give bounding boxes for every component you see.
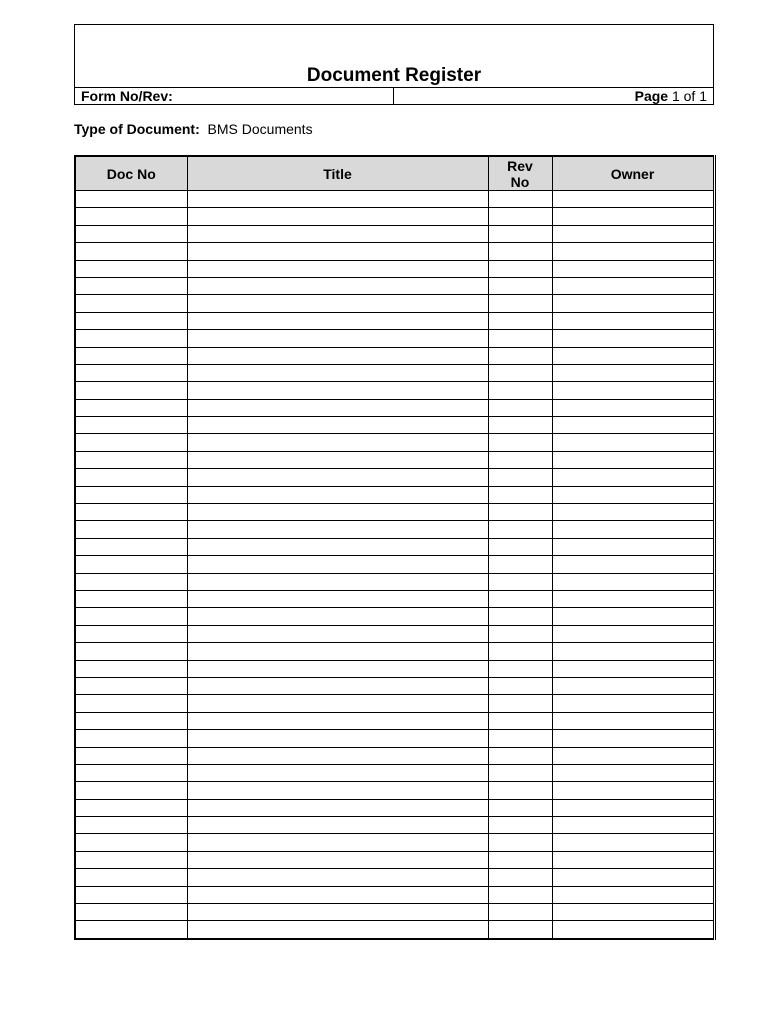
table-row: [75, 730, 714, 747]
table-row: [75, 869, 714, 886]
rev-no-cell[interactable]: [488, 625, 552, 642]
table-row: [75, 399, 714, 416]
title-cell[interactable]: [187, 364, 488, 381]
table-row: [75, 834, 714, 851]
rev-no-cell[interactable]: [488, 330, 552, 347]
table-row: [75, 225, 714, 242]
column-header-rev-no: [488, 156, 552, 191]
doc-no-cell[interactable]: [75, 486, 187, 503]
table-row: [75, 364, 714, 381]
owner-cell[interactable]: [552, 573, 714, 590]
title-cell[interactable]: [187, 799, 488, 816]
rev-no-cell[interactable]: [488, 608, 552, 625]
rev-no-cell[interactable]: [488, 921, 552, 939]
table-row: [75, 851, 714, 868]
doc-no-cell[interactable]: [75, 782, 187, 799]
owner-cell[interactable]: [552, 764, 714, 781]
doc-no-cell[interactable]: [75, 556, 187, 573]
title-cell[interactable]: [187, 904, 488, 921]
owner-cell[interactable]: [552, 799, 714, 816]
title-cell[interactable]: [187, 312, 488, 329]
doc-no-cell[interactable]: [75, 834, 187, 851]
doc-no-cell[interactable]: [75, 712, 187, 729]
rev-no-cell[interactable]: [488, 208, 552, 225]
owner-cell[interactable]: [552, 504, 714, 521]
doc-no-cell[interactable]: [75, 590, 187, 607]
owner-cell[interactable]: [552, 782, 714, 799]
owner-cell[interactable]: [552, 851, 714, 868]
title-cell[interactable]: [187, 469, 488, 486]
rev-no-cell[interactable]: [488, 573, 552, 590]
doc-no-cell[interactable]: [75, 469, 187, 486]
owner-cell[interactable]: [552, 312, 714, 329]
doc-no-cell[interactable]: [75, 208, 187, 225]
rev-no-cell[interactable]: [488, 521, 552, 538]
doc-no-cell[interactable]: [75, 295, 187, 312]
title-cell[interactable]: [187, 295, 488, 312]
column-header-doc-no: Doc No: [75, 156, 187, 191]
doc-no-cell[interactable]: [75, 451, 187, 468]
owner-cell[interactable]: [552, 295, 714, 312]
table-header-row: [75, 156, 714, 191]
title-cell[interactable]: [187, 625, 488, 642]
table-row: [75, 330, 714, 347]
table-row: [75, 712, 714, 729]
owner-cell[interactable]: [552, 208, 714, 225]
owner-cell[interactable]: [552, 869, 714, 886]
rev-no-cell[interactable]: [488, 712, 552, 729]
table-row: [75, 434, 714, 451]
document-type-line: [74, 121, 313, 138]
table-row: [75, 886, 714, 903]
title-cell[interactable]: [187, 643, 488, 660]
rev-no-cell[interactable]: [488, 869, 552, 886]
doc-no-cell[interactable]: [75, 382, 187, 399]
rev-no-cell[interactable]: [488, 364, 552, 381]
table-row: [75, 243, 714, 260]
title-cell[interactable]: [187, 521, 488, 538]
rev-no-cell[interactable]: [488, 399, 552, 416]
table-row: [75, 799, 714, 816]
table-row: [75, 417, 714, 434]
register-table: [74, 155, 716, 940]
table-row: [75, 208, 714, 225]
page-number: [394, 88, 713, 105]
column-header-title: Title: [187, 156, 488, 191]
title-cell[interactable]: [187, 608, 488, 625]
table-row: [75, 191, 714, 208]
doc-no-cell[interactable]: [75, 695, 187, 712]
table-row: [75, 504, 714, 521]
doc-no-cell[interactable]: [75, 191, 187, 208]
doc-no-cell[interactable]: [75, 904, 187, 921]
rev-no-cell[interactable]: [488, 643, 552, 660]
rev-no-cell[interactable]: [488, 538, 552, 555]
owner-cell[interactable]: [552, 347, 714, 364]
doc-no-cell[interactable]: [75, 660, 187, 677]
table-row: [75, 904, 714, 921]
doc-no-cell[interactable]: [75, 643, 187, 660]
document-title: Document Register: [306, 65, 482, 86]
table-row: [75, 277, 714, 294]
rev-no-header-text: Rev No: [507, 157, 533, 190]
rev-no-cell[interactable]: [488, 295, 552, 312]
owner-cell[interactable]: [552, 434, 714, 451]
title-cell[interactable]: [187, 573, 488, 590]
table-row: [75, 764, 714, 781]
document-header: [74, 24, 714, 105]
doc-no-cell[interactable]: [75, 225, 187, 242]
rev-no-cell[interactable]: [488, 660, 552, 677]
register-body: [75, 191, 714, 939]
owner-cell[interactable]: [552, 921, 714, 939]
page-label: Page: [634, 88, 669, 104]
owner-cell[interactable]: [552, 225, 714, 242]
rev-no-cell[interactable]: [488, 243, 552, 260]
owner-cell[interactable]: [552, 364, 714, 381]
doc-no-cell[interactable]: [75, 625, 187, 642]
rev-no-cell[interactable]: [488, 764, 552, 781]
title-cell[interactable]: [187, 660, 488, 677]
owner-cell[interactable]: [552, 451, 714, 468]
owner-cell[interactable]: [552, 382, 714, 399]
rev-no-cell[interactable]: [488, 799, 552, 816]
table-row: [75, 486, 714, 503]
title-cell[interactable]: [187, 243, 488, 260]
rev-no-cell[interactable]: [488, 590, 552, 607]
owner-cell[interactable]: [552, 712, 714, 729]
title-cell[interactable]: [187, 191, 488, 208]
doc-no-cell[interactable]: [75, 799, 187, 816]
rev-no-cell[interactable]: [488, 851, 552, 868]
table-row: [75, 782, 714, 799]
table-row: [75, 625, 714, 642]
table-row: [75, 677, 714, 694]
title-cell[interactable]: [187, 851, 488, 868]
title-cell[interactable]: [187, 277, 488, 294]
table-row: [75, 695, 714, 712]
rev-no-cell[interactable]: [488, 834, 552, 851]
doc-no-cell[interactable]: [75, 347, 187, 364]
document-type-value: BMS Documents: [207, 121, 313, 137]
table-row: [75, 538, 714, 555]
owner-cell[interactable]: [552, 590, 714, 607]
table-row: [75, 660, 714, 677]
header-info-row: [75, 87, 713, 105]
title-cell[interactable]: [187, 382, 488, 399]
rev-no-cell[interactable]: [488, 677, 552, 694]
rev-no-cell[interactable]: [488, 382, 552, 399]
doc-no-cell[interactable]: [75, 538, 187, 555]
table-row: [75, 382, 714, 399]
owner-cell[interactable]: [552, 486, 714, 503]
rev-no-cell[interactable]: [488, 504, 552, 521]
owner-cell[interactable]: [552, 817, 714, 834]
table-row: [75, 573, 714, 590]
rev-no-cell[interactable]: [488, 191, 552, 208]
owner-cell[interactable]: [552, 660, 714, 677]
owner-cell[interactable]: [552, 260, 714, 277]
page-value: 1 of 1: [671, 88, 707, 104]
title-cell[interactable]: [187, 834, 488, 851]
doc-no-cell[interactable]: [75, 243, 187, 260]
title-cell[interactable]: [187, 590, 488, 607]
title-cell[interactable]: [187, 330, 488, 347]
document-type-label: Type of Document:: [74, 121, 200, 137]
doc-no-cell[interactable]: [75, 886, 187, 903]
rev-no-cell[interactable]: [488, 904, 552, 921]
doc-no-cell[interactable]: [75, 417, 187, 434]
title-cell[interactable]: [187, 538, 488, 555]
table-row: [75, 521, 714, 538]
owner-cell[interactable]: [552, 191, 714, 208]
doc-no-cell[interactable]: [75, 312, 187, 329]
title-cell[interactable]: [187, 921, 488, 939]
title-cell[interactable]: [187, 695, 488, 712]
table-row: [75, 347, 714, 364]
owner-cell[interactable]: [552, 625, 714, 642]
doc-no-cell[interactable]: [75, 573, 187, 590]
table-row: [75, 260, 714, 277]
table-row: [75, 608, 714, 625]
rev-no-cell[interactable]: [488, 747, 552, 764]
column-header-owner: Owner: [552, 156, 714, 191]
owner-cell[interactable]: [552, 608, 714, 625]
rev-no-cell[interactable]: [488, 277, 552, 294]
doc-no-cell[interactable]: [75, 817, 187, 834]
doc-no-cell[interactable]: [75, 260, 187, 277]
owner-cell[interactable]: [552, 643, 714, 660]
rev-no-cell[interactable]: [488, 817, 552, 834]
rev-no-cell[interactable]: [488, 730, 552, 747]
table-row: [75, 451, 714, 468]
title-cell[interactable]: [187, 399, 488, 416]
owner-cell[interactable]: [552, 747, 714, 764]
title-cell[interactable]: [187, 782, 488, 799]
title-cell[interactable]: [187, 486, 488, 503]
doc-no-cell[interactable]: [75, 364, 187, 381]
title-cell[interactable]: [187, 451, 488, 468]
owner-cell[interactable]: [552, 243, 714, 260]
owner-cell[interactable]: [552, 556, 714, 573]
owner-cell[interactable]: [552, 538, 714, 555]
rev-no-cell[interactable]: [488, 556, 552, 573]
owner-cell[interactable]: [552, 904, 714, 921]
owner-cell[interactable]: [552, 730, 714, 747]
title-cell[interactable]: [187, 817, 488, 834]
title-cell[interactable]: [187, 869, 488, 886]
form-no-field[interactable]: [75, 88, 394, 105]
rev-no-cell[interactable]: [488, 434, 552, 451]
doc-no-cell[interactable]: [75, 851, 187, 868]
doc-no-cell[interactable]: [75, 730, 187, 747]
doc-no-cell[interactable]: [75, 521, 187, 538]
rev-no-cell[interactable]: [488, 417, 552, 434]
table-row: [75, 817, 714, 834]
doc-no-cell[interactable]: [75, 608, 187, 625]
table-row: [75, 590, 714, 607]
owner-cell[interactable]: [552, 469, 714, 486]
table-row: [75, 312, 714, 329]
doc-no-cell[interactable]: [75, 764, 187, 781]
table-row: [75, 921, 714, 939]
title-cell[interactable]: [187, 764, 488, 781]
title-cell[interactable]: [187, 434, 488, 451]
title-cell[interactable]: [187, 504, 488, 521]
rev-no-cell[interactable]: [488, 260, 552, 277]
rev-no-cell[interactable]: [488, 486, 552, 503]
rev-no-cell[interactable]: [488, 225, 552, 242]
title-cell[interactable]: [187, 677, 488, 694]
table-row: [75, 643, 714, 660]
doc-no-cell[interactable]: [75, 399, 187, 416]
title-cell[interactable]: [187, 712, 488, 729]
doc-no-cell[interactable]: [75, 747, 187, 764]
table-row: [75, 747, 714, 764]
title-cell[interactable]: [187, 347, 488, 364]
owner-cell[interactable]: [552, 521, 714, 538]
form-no-label: Form No/Rev:: [81, 88, 173, 104]
title-cell[interactable]: [187, 225, 488, 242]
rev-no-cell[interactable]: [488, 782, 552, 799]
owner-cell[interactable]: [552, 417, 714, 434]
title-cell[interactable]: [187, 556, 488, 573]
title-cell[interactable]: [187, 747, 488, 764]
owner-cell[interactable]: [552, 834, 714, 851]
table-row: [75, 469, 714, 486]
title-cell[interactable]: [187, 886, 488, 903]
doc-no-cell[interactable]: [75, 277, 187, 294]
owner-cell[interactable]: [552, 277, 714, 294]
rev-no-cell[interactable]: [488, 886, 552, 903]
doc-no-cell[interactable]: [75, 869, 187, 886]
owner-cell[interactable]: [552, 886, 714, 903]
doc-no-cell[interactable]: [75, 921, 187, 939]
doc-no-cell[interactable]: [75, 677, 187, 694]
rev-no-cell[interactable]: [488, 347, 552, 364]
rev-no-cell[interactable]: [488, 312, 552, 329]
doc-no-cell[interactable]: [75, 330, 187, 347]
title-cell[interactable]: [187, 417, 488, 434]
table-row: [75, 295, 714, 312]
rev-no-cell[interactable]: [488, 469, 552, 486]
owner-cell[interactable]: [552, 330, 714, 347]
title-cell[interactable]: [187, 260, 488, 277]
owner-cell[interactable]: [552, 695, 714, 712]
doc-no-cell[interactable]: [75, 434, 187, 451]
doc-no-cell[interactable]: [75, 504, 187, 521]
owner-cell[interactable]: [552, 677, 714, 694]
owner-cell[interactable]: [552, 399, 714, 416]
rev-no-cell[interactable]: [488, 695, 552, 712]
title-cell[interactable]: [187, 730, 488, 747]
rev-no-cell[interactable]: [488, 451, 552, 468]
title-cell[interactable]: [187, 208, 488, 225]
table-row: [75, 556, 714, 573]
